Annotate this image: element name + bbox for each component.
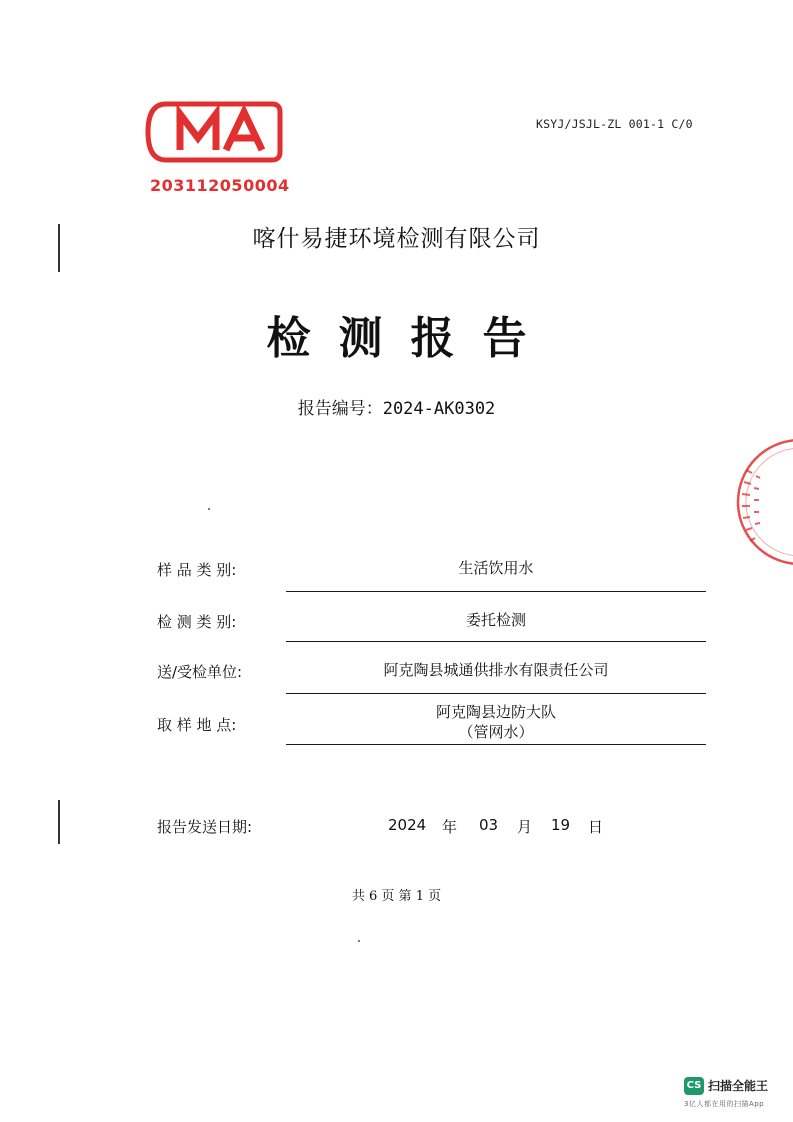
location-label: 取 样 地 点: [157, 716, 237, 734]
test-type-underline [286, 641, 706, 642]
sample-type-value: 生活饮用水 [458, 559, 534, 577]
report-date-day: 19 [551, 816, 571, 834]
test-type-label: 检 测 类 别: [157, 613, 237, 631]
page-indicator: 共 6 页 第 1 页 [351, 889, 442, 904]
ma-stamp-number: 203112050004 [150, 176, 290, 195]
report-date-day-unit: 日 [588, 818, 604, 836]
company-seal [720, 432, 793, 572]
client-value: 阿克陶县城通供排水有限责任公司 [383, 661, 609, 679]
company-name: 喀什易捷环境检测有限公司 [252, 226, 541, 252]
client-underline [286, 693, 706, 694]
report-date-year: 2024 [388, 816, 427, 834]
sample-type-underline [286, 591, 706, 592]
scanner-app-name: 扫描全能王 [708, 1079, 769, 1093]
ma-stamp-icon [144, 100, 284, 164]
sample-type-label: 样 品 类 别: [157, 561, 237, 579]
ma-certification-stamp [140, 98, 290, 204]
report-number-label: 报告编号： [297, 399, 383, 419]
scanner-watermark [684, 1075, 784, 1115]
seal-icon [720, 432, 793, 572]
document-code: KSYJ/JSJL-ZL 001-1 C/0 [536, 117, 693, 131]
report-title: 检测报告 [266, 313, 555, 364]
test-type-value: 委托检测 [465, 611, 526, 629]
scanner-tagline: 3亿人都在用的扫描App [684, 1100, 765, 1108]
binding-mark-bottom [58, 800, 60, 844]
location-value-line1: 阿克陶县边防大队 [435, 703, 556, 721]
location-underline [286, 744, 706, 745]
scan-speck [208, 508, 210, 510]
report-date-month-unit: 月 [517, 818, 533, 836]
camscanner-logo-icon: CS [684, 1077, 704, 1095]
report-date-year-unit: 年 [442, 818, 458, 836]
scan-speck [358, 940, 360, 942]
report-number-line [0, 394, 793, 419]
location-value-line2: （管网水） [458, 723, 534, 741]
report-date-label: 报告发送日期: [157, 818, 253, 836]
report-number-value: 2024-AK0302 [382, 399, 496, 419]
client-label: 送/受检单位: [157, 663, 243, 681]
report-date-month: 03 [479, 816, 499, 834]
